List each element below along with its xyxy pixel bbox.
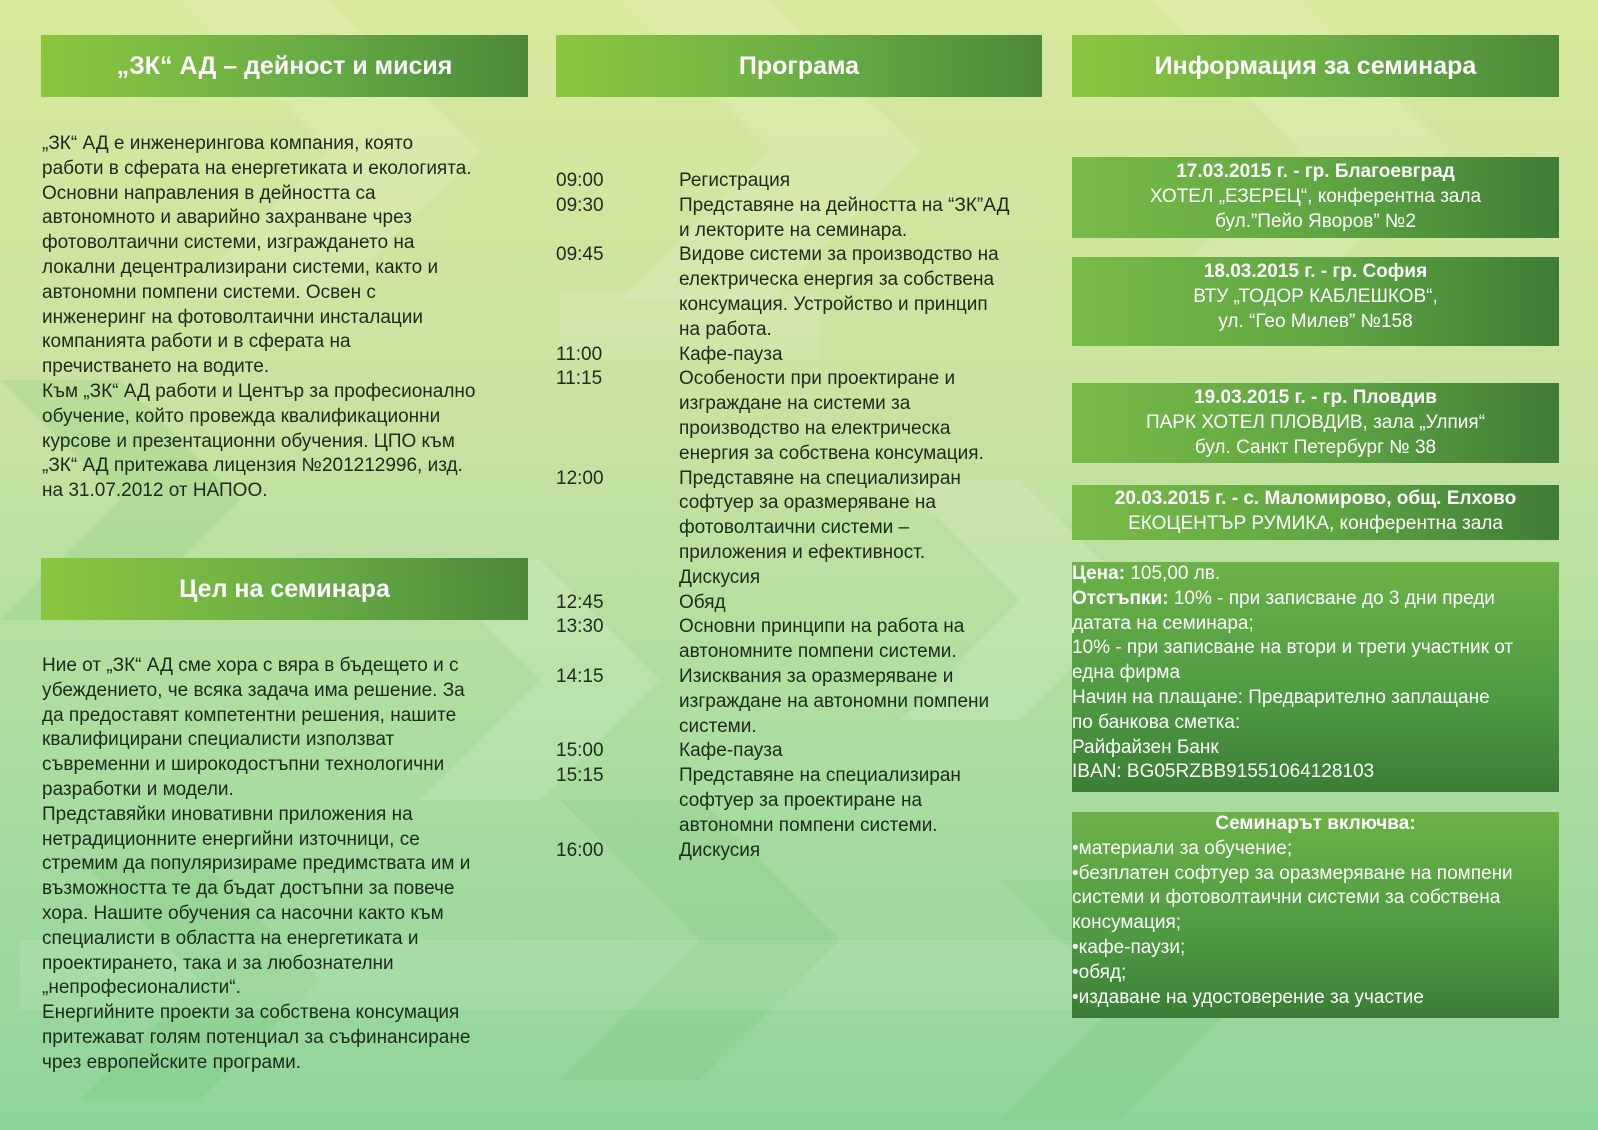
venue-date: 20.03.2015 г. - с. Маломирово, общ. Елхово — [1114, 488, 1517, 509]
includes-title: Семинарът включва: — [1215, 813, 1416, 834]
desc-line: Представяне на специализиран — [679, 467, 961, 489]
schedule-time: 09:30 — [556, 194, 604, 216]
about-line: автономното и аварийно захранване чрез — [42, 207, 412, 229]
includes-item: •издаване на удостоверение за участие — [1072, 986, 1424, 1008]
discount-label: Отстъпки: — [1072, 587, 1169, 609]
includes-item: •безплатен софтуер за оразмеряване на помпени — [1072, 862, 1513, 884]
schedule-row — [556, 367, 1046, 466]
about-line: компанията работи и в сферата на — [42, 331, 351, 353]
desc-line: Представяне на дейността на “ЗК”АД — [679, 194, 1010, 216]
schedule-desc — [679, 739, 1046, 764]
desc-line: Дискусия — [679, 839, 761, 861]
payment-line: датата на семинара; — [1072, 612, 1254, 634]
program-header — [556, 35, 1042, 97]
venue-box — [1072, 383, 1559, 463]
goal-line: да предоставят компетентни решения, нашите — [42, 704, 457, 726]
includes-box — [1072, 812, 1559, 1018]
schedule-time: 13:30 — [556, 616, 604, 638]
venue-line: бул.”Пейо Яворов” №2 — [1215, 210, 1416, 232]
schedule-time: 15:15 — [556, 765, 604, 787]
desc-line: Основни принципи на работа на — [679, 616, 965, 638]
goal-line: съвременни и широкодостъпни технологични — [42, 754, 445, 776]
schedule-desc — [679, 169, 1046, 194]
desc-line: Дискусия — [679, 566, 761, 588]
goal-line: убеждението, че всяка задача има решение. За — [42, 679, 465, 701]
desc-line: приложения и ефективност. — [679, 541, 926, 563]
schedule-desc — [679, 194, 1046, 244]
desc-line: и лекторите на семинара. — [679, 219, 908, 241]
desc-line: Обяд — [679, 591, 726, 613]
price-row — [1072, 562, 1559, 587]
price-label: Цена: — [1072, 563, 1126, 584]
payment-line: Начин на плащане: Предварително заплащане — [1072, 686, 1490, 708]
goal-line: проектирането, така и за любознателни — [42, 952, 394, 974]
goal-line: Ние от „ЗК“ АД сме хора с вяра в бъдещето и с — [42, 655, 459, 676]
schedule-time: 14:15 — [556, 665, 604, 687]
schedule-desc — [679, 839, 1046, 864]
goal-line: „непрофесионалисти“. — [42, 977, 241, 999]
venue-date: 17.03.2015 г. - гр. Благоевград — [1176, 161, 1455, 182]
goal-line: възможността те да бъдат достъпни за повече — [42, 878, 455, 900]
discount-row — [1072, 587, 1559, 612]
venue-box — [1072, 257, 1559, 346]
schedule-desc — [679, 467, 1046, 591]
desc-line: автономни помпени системи. — [679, 814, 938, 836]
schedule-row — [556, 591, 1046, 616]
venue-line: ПАРК ХОТЕЛ ПЛОВДИВ, зала „Улпия“ — [1145, 411, 1486, 433]
payment-line: по банкова сметка: — [1072, 711, 1241, 733]
about-line: инженеринг на фотоволтаични инсталации — [42, 306, 423, 328]
schedule-desc — [679, 764, 1046, 838]
schedule-time: 11:15 — [556, 368, 603, 390]
about-line: работи в сферата на енергетиката и екологията. — [42, 157, 472, 179]
price-box — [1072, 562, 1559, 792]
price-value: 105,00 лв. — [1125, 563, 1221, 584]
includes-item: системи и фотоволтаични системи за собствена — [1072, 887, 1501, 909]
venue-line: ЕКОЦЕНТЪР РУМИКА, конферентна зала — [1128, 512, 1503, 534]
about-line: „ЗК“ АД е инженерингова компания, която — [42, 133, 414, 154]
about-header — [41, 35, 528, 97]
about-line: курсове и презентационни обучения. ЦПО към — [42, 430, 455, 452]
about-line: обучение, който провежда квалификационни — [42, 405, 441, 427]
goal-text — [42, 654, 532, 1076]
venue-box — [1072, 485, 1559, 540]
desc-line: Регистрация — [679, 170, 791, 191]
includes-item: •обяд; — [1072, 961, 1127, 983]
venue-box — [1072, 157, 1559, 238]
schedule-row — [556, 169, 1046, 194]
desc-line: изграждане на системи за — [679, 393, 911, 415]
info-header — [1072, 35, 1559, 97]
schedule-time: 11:00 — [556, 343, 603, 365]
schedule-desc — [679, 367, 1046, 466]
schedule-desc — [679, 243, 1046, 342]
schedule-row — [556, 467, 1046, 591]
goal-line: хора. Нашите обучения са насочни както към — [42, 902, 444, 924]
goal-line: разработки и модели. — [42, 778, 234, 800]
desc-line: Особености при проектиране и — [679, 368, 956, 390]
desc-line: производство на електрическа — [679, 417, 951, 439]
schedule-time: 12:45 — [556, 591, 604, 613]
desc-line: системи. — [679, 715, 757, 737]
desc-line: на работа. — [679, 318, 772, 340]
schedule-row — [556, 665, 1046, 739]
desc-line: софтуер за проектиране на — [679, 789, 923, 811]
schedule-row — [556, 764, 1046, 838]
desc-line: софтуер за оразмеряване на — [679, 492, 936, 514]
payment-line: Райфайзен Банк — [1072, 736, 1219, 758]
goal-title: Цел на семинара — [179, 574, 390, 603]
goal-line: чрез европейските програми. — [42, 1051, 302, 1073]
desc-line: фотоволтаични системи – — [679, 517, 910, 539]
desc-line: Кафе-пауза — [679, 740, 783, 762]
schedule-row — [556, 243, 1046, 342]
program-schedule — [556, 169, 1046, 863]
schedule-row — [556, 839, 1046, 864]
about-line: автономни помпени системи. Освен с — [42, 281, 376, 303]
desc-line: консумация. Устройство и принцип — [679, 293, 988, 315]
about-line: фотоволтаични системи, изграждането на — [42, 232, 415, 254]
program-title: Програма — [738, 51, 860, 80]
payment-line: една фирма — [1072, 662, 1181, 684]
schedule-desc — [679, 615, 1046, 665]
schedule-row — [556, 739, 1046, 764]
iban-line: IBAN: BG05RZBB91551064128103 — [1072, 761, 1375, 783]
about-line: „ЗК“ АД притежава лицензия №201212996, изд. — [42, 455, 463, 477]
goal-line: квалифицирани специалисти използват — [42, 729, 395, 751]
info-title: Информация за семинара — [1154, 51, 1477, 80]
desc-line: Представяне на специализиран — [679, 765, 961, 787]
goal-header — [41, 558, 528, 620]
schedule-time: 12:00 — [556, 467, 604, 489]
goal-line: специалисти в областта на енергетиката и — [42, 927, 419, 949]
desc-line: Кафе-пауза — [679, 343, 783, 365]
goal-line: Представяйки иновативни приложения на — [42, 803, 413, 825]
about-line: пречистването на водите. — [42, 356, 270, 378]
includes-item: консумация; — [1072, 912, 1182, 934]
includes-item: •кафе-паузи; — [1072, 936, 1186, 958]
venue-date: 19.03.2015 г. - гр. Пловдив — [1194, 387, 1437, 408]
schedule-desc — [679, 343, 1046, 368]
discount-value: 10% - при записване до 3 дни преди — [1168, 587, 1495, 609]
goal-line: нетрадиционните енергийни източници, се — [42, 828, 420, 850]
desc-line: енергия за собствена консумация. — [679, 442, 984, 464]
desc-line: електрическа енергия за собствена — [679, 269, 995, 291]
schedule-desc — [679, 591, 1046, 616]
venue-line: ХОТЕЛ „ЕЗЕРЕЦ“, конферентна зала — [1149, 185, 1482, 207]
schedule-time: 16:00 — [556, 839, 604, 861]
desc-line: автономните помпени системи. — [679, 641, 957, 663]
about-line: на 31.07.2012 от НАПОО. — [42, 480, 268, 502]
desc-line: изграждане на автономни помпени — [679, 690, 990, 712]
about-text — [42, 132, 532, 504]
schedule-time: 15:00 — [556, 740, 604, 762]
schedule-row — [556, 615, 1046, 665]
desc-line: Изисквания за оразмеряване и — [679, 665, 954, 687]
venue-line: бул. Санкт Петербург № 38 — [1194, 436, 1437, 458]
venue-date: 18.03.2015 г. - гр. София — [1203, 261, 1428, 282]
schedule-time: 09:45 — [556, 244, 604, 266]
goal-line: притежават голям потенциал за съфинансиране — [42, 1026, 471, 1048]
payment-line: 10% - при записване на втори и трети участник от — [1072, 637, 1514, 659]
schedule-row — [556, 343, 1046, 368]
includes-item: •материали за обучение; — [1072, 837, 1293, 859]
schedule-time: 09:00 — [556, 170, 604, 191]
venue-line: ВТУ „ТОДОР КАБЛЕШКОВ“, — [1193, 285, 1438, 307]
about-title: „ЗК“ АД – дейност и мисия — [116, 51, 453, 80]
goal-line: Енергийните проекти за собствена консумация — [42, 1002, 460, 1024]
schedule-desc — [679, 665, 1046, 739]
goal-line: стремим да популяризираме предимствата им и — [42, 853, 471, 875]
about-line: Основни направления в дейността са — [42, 182, 376, 204]
about-line: Към „ЗК“ АД работи и Център за професионално — [42, 380, 476, 402]
about-line: локални децентрализирани системи, както и — [42, 256, 439, 278]
desc-line: Видове системи за производство на — [679, 244, 999, 266]
venue-line: ул. “Гео Милев” №158 — [1218, 310, 1413, 332]
schedule-row — [556, 194, 1046, 244]
